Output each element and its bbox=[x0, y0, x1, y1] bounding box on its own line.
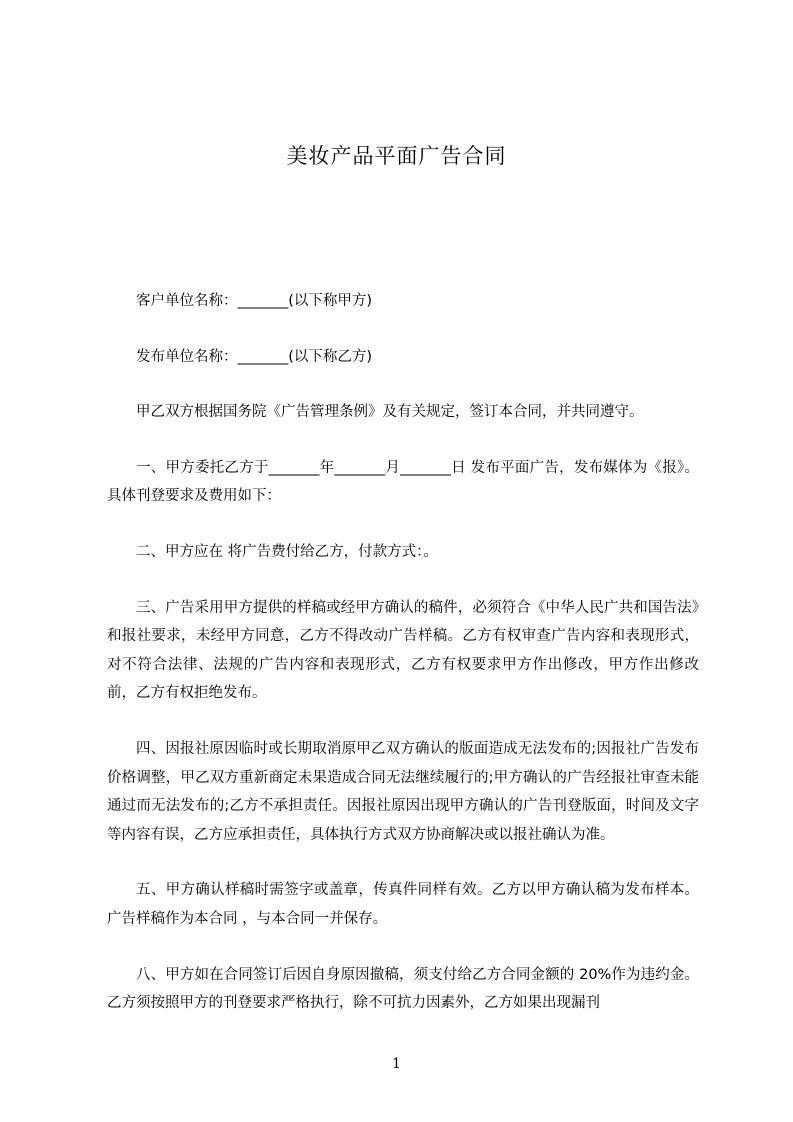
publisher-name-line: 发布单位名称：_______(以下称乙方) bbox=[136, 348, 373, 365]
clause-2-paragraph: 二、甲方应在 将广告费付给乙方，付款方式：。 bbox=[136, 543, 438, 560]
clause-1-paragraph: 一、甲方委托乙方于_______年_______月_______日 发布平面广告，发布媒体为《报》。具体刊登要求及费用如下： bbox=[107, 459, 699, 505]
page-number: 1 bbox=[392, 1056, 401, 1072]
client-name-line: 客户单位名称：_______(以下称甲方) bbox=[136, 293, 373, 309]
document-body bbox=[107, 287, 699, 1045]
clause-3-paragraph: 三、广告采用甲方提供的样稿或经甲方确认的稿件，必须符合《中华人民广共和国告法》和报社要求，未经甲方同意，乙方不得改动广告样稿。乙方有权审查广告内容和表现形式，对不符合法律、法规的广告内容和表现形式，乙方有权要求甲方作出修改，甲方作出修改前，乙方有权拒绝发布。 bbox=[107, 599, 699, 702]
clause-5-paragraph: 五、甲方确认样稿时需签字或盖章，传真件同样有效。乙方以甲方确认稿为发布样本。广告样稿作为本合同 ，与本合同一并保存。 bbox=[107, 882, 699, 927]
document-title: 美妆产品平面广告合同 bbox=[286, 144, 507, 168]
clause-8-paragraph: 八、甲方如在合同签订后因自身原因撤稿，须支付给乙方合同金额的 20%作为违约金。乙方须按照甲方的刊登要求严格执行，除不可抗力因素外，乙方如果出现漏刊 bbox=[107, 966, 699, 1012]
preamble-paragraph: 甲乙双方根据国务院《广告管理条例》及有关规定，签订本合同，并共同遵守。 bbox=[136, 404, 644, 421]
clause-4-paragraph: 四、因报社原因临时或长期取消原甲乙双方确认的版面造成无法发布的;因报社广告发布价格调整，甲乙双方重新商定未果造成合同无法继续履行的;甲方确认的广告经报社审查未能通过而无法发布的;乙方不承担责任。因报社原因出现甲方确认的广告刊登版面，时间及文字等内容有误，乙方应承担责任，具体执行方式双方协商解决或以报社确认为准。 bbox=[107, 740, 699, 843]
